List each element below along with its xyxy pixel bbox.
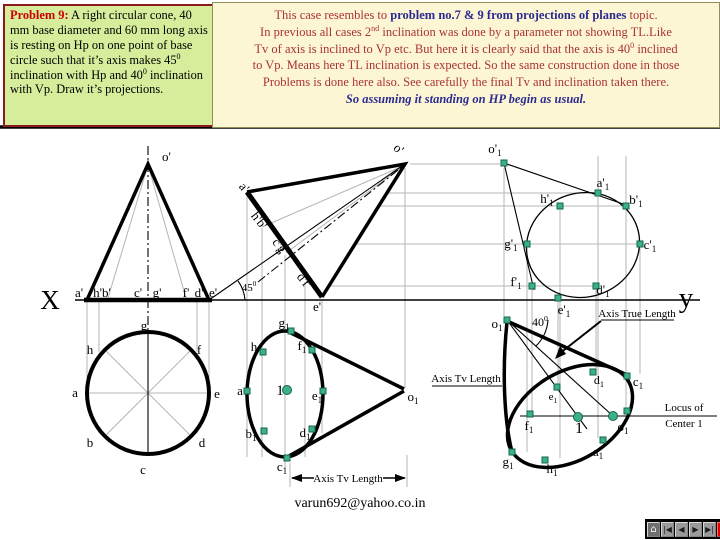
projection-point [600,437,606,443]
text-segment: nd [371,23,380,33]
note-line [215,7,717,24]
solution-note [212,2,720,128]
projection-point [609,412,618,421]
text-segment: problem no.7 & 9 from projections of planes [390,8,627,22]
projection-point [309,347,315,353]
note-line [215,41,717,58]
text-segment: inclination with Vp. Draw it’s projections. [10,67,203,97]
label-b1: $b'_1$ [629,192,643,209]
label-a1: $a'_1$ [596,175,610,192]
label-Locusof: Locus of [664,402,704,414]
projection-point [509,449,515,455]
problem-title: Problem 9: [10,8,69,22]
label-1: 1 [575,420,583,437]
note-line [215,91,717,108]
note-line [215,74,717,91]
text-segment: inclined [634,41,678,56]
label-e: e' [208,285,218,300]
projection-point [524,241,530,247]
label-b: b [86,435,94,450]
label-o1: $o_1$ [491,316,503,333]
label-e: e [214,386,220,401]
label-AxisTvLength: Axis Tv Length [431,373,501,385]
label-hb: h'b' [93,285,111,300]
projection-points [241,160,643,463]
text-segment: Tv of axis is inclined to Vp etc. But here it is clearly said that the axis is 40 [254,41,631,56]
label-a: a [72,385,78,400]
text-segment: 0 [630,40,635,50]
label-o1: $o_1$ [407,389,419,406]
nav-first-button[interactable]: |◀ [661,522,674,537]
nav-previous-button[interactable]: ◀ [675,522,688,537]
projection-point [284,455,290,461]
label-a: a [237,383,243,398]
projection-point [624,373,630,379]
projection-point [244,388,250,394]
label-e1: $e_1$ [311,388,323,405]
projection-point [501,160,507,166]
label-Center1: Center 1 [665,418,703,430]
text-segment: So assuming it standing on HP begin as usual. [345,91,587,106]
label-400: $40^0$ [532,314,548,329]
projection-point [624,408,630,414]
label-f: f [196,342,202,357]
projection-point [554,384,560,390]
label-o1: $o_1$ [617,419,629,436]
nav-next-button[interactable]: ▶ [689,522,702,537]
label-y: y [678,282,694,314]
label-a: a' [74,285,84,300]
label-varun692yahoocoin: varun692@yahoo.co.in [294,496,426,511]
label-o: o' [162,149,171,164]
text-segment: 0 [176,51,181,61]
projection-point [557,203,563,209]
label-c: c [140,462,146,477]
label-d1: $d_1$ [593,373,605,389]
label-h1: $h'_1$ [540,191,554,208]
text-segment: In previous all cases 2 [260,24,372,39]
text-segment: inclination was done by a parameter not showing TL.Like [379,24,672,39]
projection-point [320,388,326,394]
label-o1: $o'_1$ [488,141,502,158]
projection-point [527,411,533,417]
label-c1: $c_1$ [276,459,288,476]
projection-point [261,428,267,434]
text-segment: topic. [626,8,658,22]
label-g1: $g_1$ [502,454,514,471]
label-f: f' [182,285,190,300]
projection-point [623,203,629,209]
label-d: d' [194,285,204,300]
projection-point [637,241,643,247]
text-segment: Problems is done here also. See carefully the final Tv and inclination taken there. [262,75,670,89]
label-e1: $e'_1$ [557,302,571,319]
projection-point [260,349,266,355]
label-f1: $f'_1$ [510,274,522,291]
label-hb: h'b' [248,208,271,232]
label-X: X [40,285,60,315]
label-c: c' [133,285,143,300]
label-h: h [86,342,94,357]
nav-home-button[interactable]: ⌂ [647,522,660,537]
label-AxisTvLength: Axis Tv Length [313,473,383,485]
label-df: d'f' [293,269,316,291]
label-g: g [140,318,148,333]
label-1: 1 [276,383,284,399]
text-segment: A right circular cone, 40 mm base diameter and 60 mm long axis is resting on Hp on one point of base circle such that it’s axis makes 45 [10,8,208,67]
nav-last-button[interactable]: ▶| [703,522,716,537]
projection-point [504,317,510,323]
label-e: e' [312,299,322,314]
label-a1: $a_1$ [592,444,604,461]
label-h: h [250,339,258,354]
label-AxisTrueLength: Axis True Length [598,308,676,320]
projection-point [529,283,535,289]
text-segment: to Vp. Means here TL inclination is expected. So the same construction done in those [252,58,680,73]
problem-statement [3,4,214,127]
projection-point [283,386,292,395]
projection-point [555,295,561,301]
label-d: d [198,435,206,450]
label-a: a' [236,179,253,196]
label-o: o' [390,139,408,158]
label-c1: $c_1$ [632,374,644,391]
label-g: g' [152,285,162,300]
label-b1: $b_1$ [245,426,257,443]
label-d1: $d_1$ [299,425,311,442]
label-f1: $f_1$ [297,338,307,355]
label-h1: $h_1$ [546,461,558,478]
text-segment: 0 [142,66,147,76]
label-d1: $d'_1$ [596,282,610,299]
label-cg: c'g' [269,234,292,258]
label-g1: $g_1$ [278,315,290,332]
label-450: $45^0$ [241,280,257,294]
text-segment: inclination with Hp and 40 [10,67,143,82]
note-line [215,57,717,74]
label-c1: $c'_1$ [643,237,657,254]
label-f1: $f_1$ [524,418,534,435]
note-line [215,24,717,41]
slide-navigation [645,519,720,539]
label-g1: $g'_1$ [504,236,518,253]
label-e1: $e_1$ [548,391,558,405]
projection-point [595,190,601,196]
text-segment: This case resembles to [274,8,391,22]
